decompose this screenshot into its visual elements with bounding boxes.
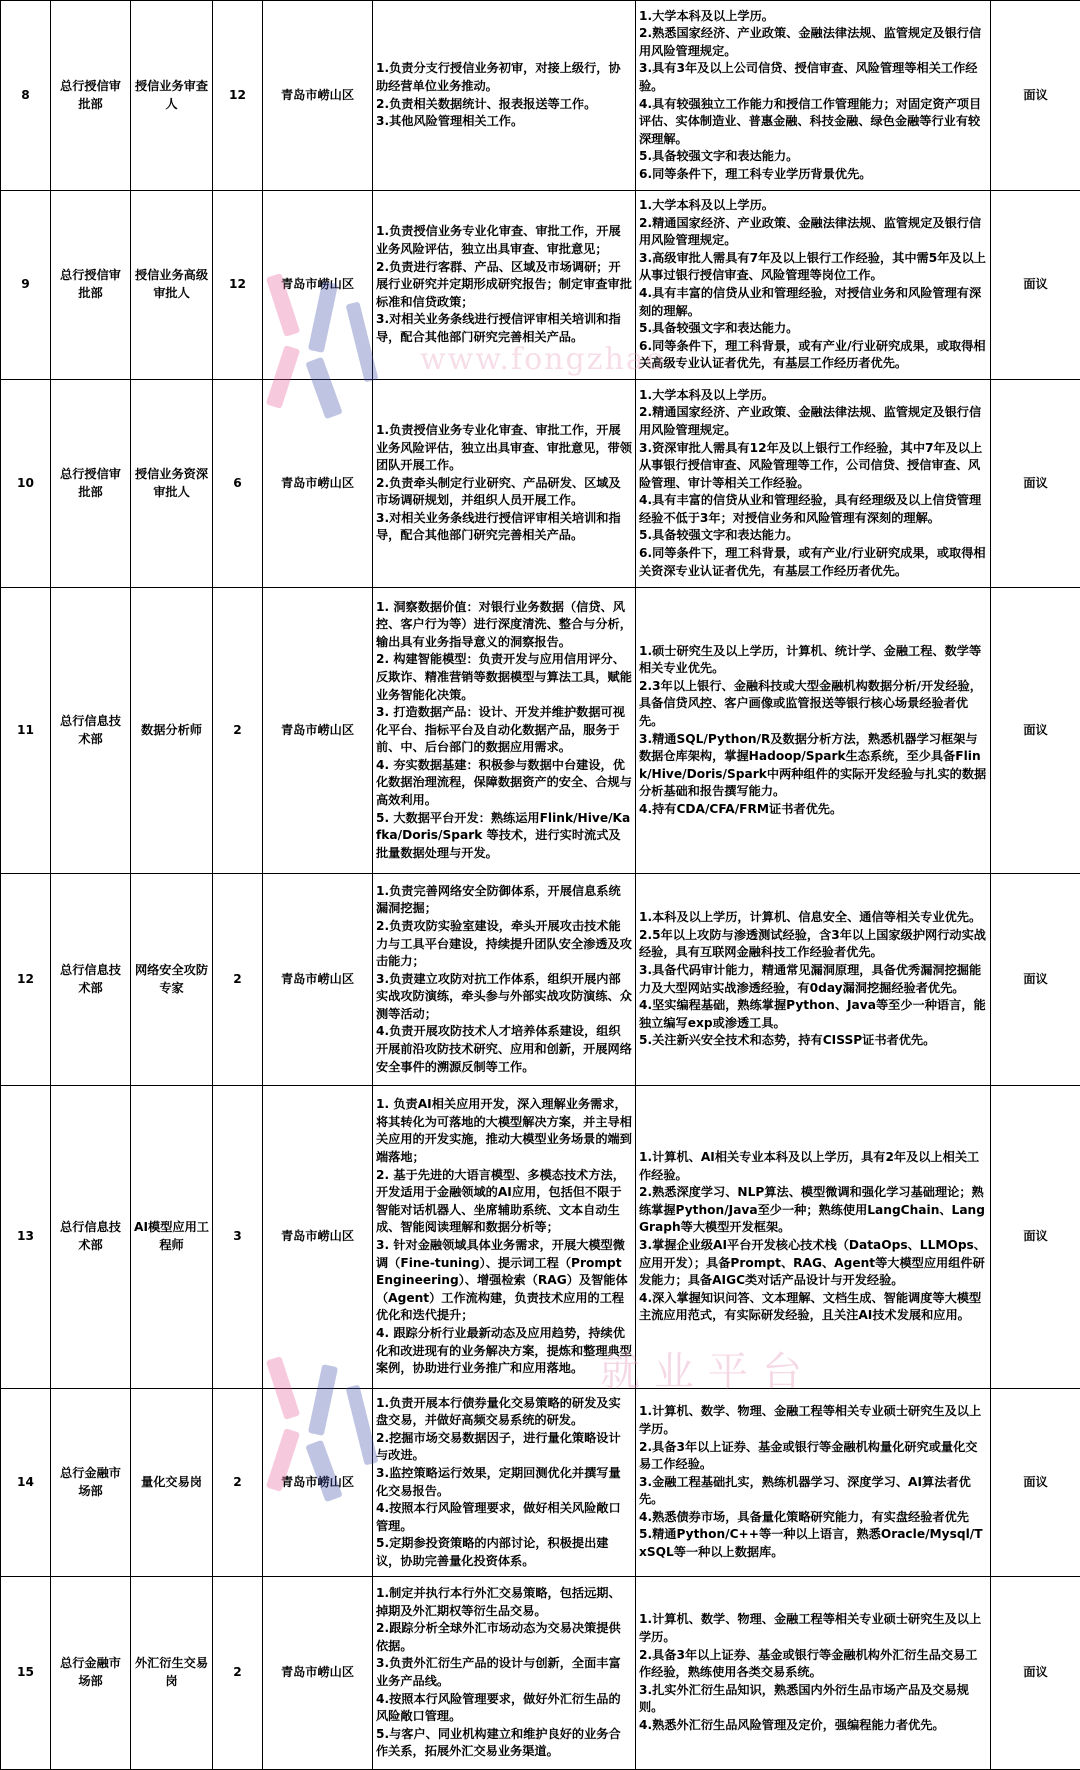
hiring-count: 2	[213, 1389, 263, 1577]
department: 总行金融市场部	[51, 1577, 131, 1770]
job-requirements-line: 3.扎实外汇衍生品知识，熟悉国内外衍生品市场产品及交易规则。	[639, 1682, 987, 1717]
job-duties-line: 1.负责完善网络安全防御体系，开展信息系统漏洞挖掘；	[376, 883, 632, 918]
job-duties	[373, 1086, 636, 1389]
job-duties-line: 1.负责授信业务专业化审查、审批工作，开展业务风险评估，独立出具审查、审批意见；	[376, 223, 632, 258]
job-duties	[373, 1577, 636, 1770]
job-duties-line: 5. 大数据平台开发：熟练运用Flink/Hive/Kafka/Doris/Spark 等技术，进行实时流式及批量数据处理与开发。	[376, 810, 632, 863]
job-duties-line: 5.定期参投资策略的内部讨论，积极提出建议，协助完善量化投资体系。	[376, 1535, 632, 1570]
job-requirements-line: 4.坚实编程基础，熟练掌握Python、Java等至少一种语言，能独立编写exp或渗透工具。	[639, 997, 987, 1032]
job-row	[1, 191, 1080, 380]
job-duties-line: 3.对相关业务条线进行授信评审相关培训和指导，配合其他部门研究完善相关产品。	[376, 311, 632, 346]
salary-method: 面议	[991, 1577, 1080, 1770]
job-duties	[373, 1389, 636, 1577]
job-requirements-line: 3.高级审批人需具有7年及以上银行工作经验，其中需5年及以上从事过银行授信审查、风险管理等岗位工作。	[639, 250, 987, 285]
job-duties-line: 5.与客户、同业机构建立和维护良好的业务合作关系，拓展外汇交易业务渠道。	[376, 1726, 632, 1761]
job-requirements-line: 1.硕士研究生及以上学历，计算机、统计学、金融工程、数学等相关专业优先。	[639, 643, 987, 678]
job-number: 14	[1, 1389, 51, 1577]
job-duties-line: 1. 负责AI相关应用开发，深入理解业务需求，将其转化为可落地的大模型解决方案，并主导相关应用的开发实施，推动大模型业务场景的端到端落地；	[376, 1096, 632, 1166]
salary-method: 面议	[991, 588, 1080, 874]
job-requirements	[636, 1389, 991, 1577]
job-duties-line: 2.负责相关数据统计、报表报送等工作。	[376, 96, 632, 114]
hiring-count: 2	[213, 874, 263, 1086]
hiring-count: 2	[213, 588, 263, 874]
work-location: 青岛市崂山区	[263, 1, 373, 191]
hiring-count: 6	[213, 380, 263, 588]
department: 总行授信审批部	[51, 191, 131, 380]
job-requirements-line: 3.掌握企业级AI平台开发核心技术栈（DataOps、LLMOps、应用开发）；具备Prompt、RAG、Agent等大模型应用组件研发能力；具备AIGC类对话产品设计与开发经验。	[639, 1237, 987, 1290]
job-requirements-line: 2.精通国家经济、产业政策、金融法律法规、监管规定及银行信用风险管理规定。	[639, 215, 987, 250]
job-requirements-line: 3.金融工程基础扎实，熟练机器学习、深度学习、AI算法者优先。	[639, 1474, 987, 1509]
job-requirements-line: 1.大学本科及以上学历。	[639, 197, 987, 215]
salary-method: 面议	[991, 1086, 1080, 1389]
job-duties-line: 1.负责授信业务专业化审查、审批工作，开展业务风险评估，独立出具审查、审批意见，带领团队开展工作。	[376, 422, 632, 475]
job-row	[1, 1, 1080, 191]
job-requirements-line: 5.具备较强文字和表达能力。	[639, 527, 987, 545]
job-requirements-line: 1.大学本科及以上学历。	[639, 387, 987, 405]
job-duties-line: 2.负责进行客群、产品、区域及市场调研；开展行业研究并定期形成研究报告；制定审查审批标准和信贷政策；	[376, 259, 632, 312]
position-title: 授信业务审查人	[131, 1, 213, 191]
job-requirements-line: 3.精通SQL/Python/R及数据分析方法，熟悉机器学习框架与数据仓库架构，掌握Hadoop/Spark生态系统，至少具备Flink/Hive/Doris/Spark中两种组件的实际开发经验与扎实的数据分析基础和报告撰写能力。	[639, 731, 987, 801]
job-row	[1, 1389, 1080, 1577]
salary-method: 面议	[991, 874, 1080, 1086]
position-title: 网络安全攻防专家	[131, 874, 213, 1086]
job-requirements	[636, 1086, 991, 1389]
job-duties-line: 4.负责开展攻防技术人才培养体系建设，组织开展前沿攻防技术研究、应用和创新，开展网络安全事件的溯源反制等工作。	[376, 1023, 632, 1076]
job-requirements-line: 2.5年以上攻防与渗透测试经验，含3年以上国家级护网行动实战经验，具有互联网金融科技工作经验者优先。	[639, 927, 987, 962]
job-requirements	[636, 191, 991, 380]
job-rows	[1, 1, 1080, 1770]
job-requirements-line: 6.同等条件下，理工科背景，或有产业/行业研究成果，或取得相关高级专业认证者优先，有基层工作经历者优先。	[639, 338, 987, 373]
job-requirements-line: 5.具备较强文字和表达能力。	[639, 148, 987, 166]
job-requirements-line: 4.具有丰富的信贷从业和管理经验，对授信业务和风险管理有深刻的理解。	[639, 285, 987, 320]
work-location: 青岛市崂山区	[263, 588, 373, 874]
job-requirements	[636, 1577, 991, 1770]
job-duties-line: 2.跟踪分析全球外汇市场动态为交易决策提供依据。	[376, 1620, 632, 1655]
department: 总行金融市场部	[51, 1389, 131, 1577]
department: 总行信息技术部	[51, 1086, 131, 1389]
job-requirements-line: 4.深入掌握知识问答、文本理解、文档生成、智能调度等大模型主流应用范式，有实际研发经验，且关注AI技术发展和应用。	[639, 1290, 987, 1325]
salary-method: 面议	[991, 1389, 1080, 1577]
position-title: 外汇衍生交易岗	[131, 1577, 213, 1770]
job-duties-line: 2.挖掘市场交易数据因子，进行量化策略设计与改进。	[376, 1430, 632, 1465]
job-requirements-line: 4.持有CDA/CFA/FRM证书者优先。	[639, 801, 987, 819]
department: 总行授信审批部	[51, 380, 131, 588]
job-requirements	[636, 874, 991, 1086]
job-requirements-line: 3.具备代码审计能力，精通常见漏洞原理，具备优秀漏洞挖掘能力及大型网站实战渗透经验，有0day漏洞挖掘经验者优先。	[639, 962, 987, 997]
position-title: 数据分析师	[131, 588, 213, 874]
job-duties-line: 2. 基于先进的大语言模型、多模态技术方法，开发适用于金融领域的AI应用，包括但不限于智能对话机器人、坐席辅助系统、文本自动生成、智能阅读理解和数据分析等；	[376, 1167, 632, 1237]
job-requirements-line: 6.同等条件下，理工科背景，或有产业/行业研究成果，或取得相关资深专业认证者优先，有基层工作经历者优先。	[639, 545, 987, 580]
job-requirements	[636, 380, 991, 588]
department: 总行信息技术部	[51, 874, 131, 1086]
job-requirements-line: 4.具有较强独立工作能力和授信工作管理能力；对固定资产项目评估、实体制造业、普惠金融、科技金融、绿色金融等行业有较深理解。	[639, 96, 987, 149]
job-duties-line: 3.负责外汇衍生产品的设计与创新，全面丰富业务产品线。	[376, 1655, 632, 1690]
job-row	[1, 588, 1080, 874]
job-requirements-line: 1.大学本科及以上学历。	[639, 8, 987, 26]
job-number: 9	[1, 191, 51, 380]
job-duties-line: 3. 打造数据产品：设计、开发并维护数据可视化平台、指标平台及自动化数据产品，服务于前、中、后台部门的数据应用需求。	[376, 704, 632, 757]
position-title: AI模型应用工程师	[131, 1086, 213, 1389]
job-requirements-line: 5.精通Python/C++等一种以上语言，熟悉Oracle/Mysql/TxSQL等一种以上数据库。	[639, 1526, 987, 1561]
job-requirements-line: 2.具备3年以上证券、基金或银行等金融机构量化研究或量化交易工作经验。	[639, 1439, 987, 1474]
job-requirements-line: 5.关注新兴安全技术和态势，持有CISSP证书者优先。	[639, 1032, 987, 1050]
job-number: 13	[1, 1086, 51, 1389]
job-duties-line: 2. 构建智能模型：负责开发与应用信用评分、反欺诈、精准营销等数据模型与算法工具，赋能业务智能化决策。	[376, 651, 632, 704]
job-requirements-line: 2.熟悉国家经济、产业政策、金融法律法规、监管规定及银行信用风险管理规定。	[639, 25, 987, 60]
job-requirements	[636, 1, 991, 191]
department: 总行授信审批部	[51, 1, 131, 191]
job-number: 10	[1, 380, 51, 588]
job-requirements-line: 2.3年以上银行、金融科技或大型金融机构数据分析/开发经验，具备信贷风控、客户画像或监管报送等银行核心场景经验者优先。	[639, 678, 987, 731]
job-duties-line: 4. 跟踪分析行业最新动态及应用趋势，持续优化和改进现有的业务解决方案，提炼和整理典型案例，协助进行业务推广和应用落地。	[376, 1325, 632, 1378]
salary-method: 面议	[991, 191, 1080, 380]
job-duties-line: 1.制定并执行本行外汇交易策略，包括远期、掉期及外汇期权等衍生品交易。	[376, 1585, 632, 1620]
job-requirements-line: 4.熟悉债券市场，具备量化策略研究能力，有实盘经验者优先	[639, 1509, 987, 1527]
job-duties-line: 2.负责牵头制定行业研究、产品研发、区域及市场调研规划，并组织人员开展工作。	[376, 475, 632, 510]
job-number: 8	[1, 1, 51, 191]
work-location: 青岛市崂山区	[263, 1389, 373, 1577]
job-requirements-line: 2.熟悉深度学习、NLP算法、模型微调和强化学习基础理论；熟练掌握Python/Java至少一种；熟练使用LangChain、LangGraph等大模型开发框架。	[639, 1184, 987, 1237]
job-requirements-line: 3.具有3年及以上公司信贷、授信审查、风险管理等相关工作经验。	[639, 60, 987, 95]
job-requirements-line: 6.同等条件下，理工科专业学历背景优先。	[639, 166, 987, 184]
watermark-site-name: 就业平台	[600, 1340, 816, 1397]
job-duties-line: 4.按照本行风险管理要求，做好外汇衍生品的风险敞口管理。	[376, 1691, 632, 1726]
job-requirements-line: 2.具备3年以上证券、基金或银行等金融机构外汇衍生品交易工作经验，熟练使用各类交易系统。	[639, 1647, 987, 1682]
job-duties-line: 3.其他风险管理相关工作。	[376, 113, 632, 131]
hiring-count: 3	[213, 1086, 263, 1389]
job-row	[1, 1577, 1080, 1770]
job-row	[1, 380, 1080, 588]
job-duties	[373, 874, 636, 1086]
job-row	[1, 874, 1080, 1086]
job-duties-line: 1.负责分支行授信业务初审，对接上级行，协助经营单位业务推动。	[376, 60, 632, 95]
job-row	[1, 1086, 1080, 1389]
job-duties-line: 3.负责建立攻防对抗工作体系，组织开展内部实战攻防演练，牵头参与外部实战攻防演练、众测等活动；	[376, 971, 632, 1024]
job-requirements-line: 3.资深审批人需具有12年及以上银行工作经验，其中7年及以上从事银行授信审查、风险管理等工作，公司信贷、授信审查、风险管理、审计等相关工作经验。	[639, 440, 987, 493]
hiring-count: 12	[213, 191, 263, 380]
job-requirements-line: 1.本科及以上学历，计算机、信息安全、通信等相关专业优先。	[639, 909, 987, 927]
position-title: 授信业务资深审批人	[131, 380, 213, 588]
job-requirements-line: 2.精通国家经济、产业政策、金融法律法规、监管规定及银行信用风险管理规定。	[639, 404, 987, 439]
job-duties	[373, 191, 636, 380]
job-duties-line: 4.按照本行风险管理要求，做好相关风险敞口管理。	[376, 1500, 632, 1535]
job-requirements-line: 5.具备较强文字和表达能力。	[639, 320, 987, 338]
job-requirements-line: 4.具有丰富的信贷从业和管理经验，具有经理级及以上信贷管理经验不低于3年；对授信业务和风险管理有深刻的理解。	[639, 492, 987, 527]
hiring-count: 12	[213, 1, 263, 191]
job-number: 12	[1, 874, 51, 1086]
job-duties	[373, 1, 636, 191]
job-requirements-line: 4.熟悉外汇衍生品风险管理及定价，强编程能力者优先。	[639, 1717, 987, 1735]
job-number: 15	[1, 1577, 51, 1770]
job-duties-line: 1. 洞察数据价值：对银行业务数据（信贷、风控、客户行为等）进行深度清洗、整合与分析，输出具有业务指导意义的洞察报告。	[376, 599, 632, 652]
position-title: 量化交易岗	[131, 1389, 213, 1577]
hiring-count: 2	[213, 1577, 263, 1770]
job-number: 11	[1, 588, 51, 874]
job-duties-line: 3. 针对金融领域具体业务需求，开展大模型微调（Fine-tuning）、提示词工程（Prompt Engineering）、增强检索（RAG）及智能体（Agent）工作流构建，负责技术应用的工程优化和迭代提升；	[376, 1237, 632, 1325]
job-duties-line: 1.负责开展本行债券量化交易策略的研发及实盘交易，并做好高频交易系统的研发。	[376, 1395, 632, 1430]
watermark-url: www.fongzhao	[420, 342, 666, 377]
position-title: 授信业务高级审批人	[131, 191, 213, 380]
job-requirements	[636, 588, 991, 874]
work-location: 青岛市崂山区	[263, 1086, 373, 1389]
work-location: 青岛市崂山区	[263, 874, 373, 1086]
work-location: 青岛市崂山区	[263, 1577, 373, 1770]
salary-method: 面议	[991, 1, 1080, 191]
job-duties-line: 2.负责攻防实验室建设，牵头开展攻击技术能力与工具平台建设，持续提升团队安全渗透及攻击能力；	[376, 918, 632, 971]
job-requirements-line: 1.计算机、AI相关专业本科及以上学历，具有2年及以上相关工作经验。	[639, 1149, 987, 1184]
work-location: 青岛市崂山区	[263, 191, 373, 380]
job-duties-line: 4. 夯实数据基建：积极参与数据中台建设，优化数据治理流程，保障数据资产的安全、合规与高效利用。	[376, 757, 632, 810]
job-duties	[373, 380, 636, 588]
job-duties-line: 3.对相关业务条线进行授信评审相关培训和指导，配合其他部门研究完善相关产品。	[376, 510, 632, 545]
job-requirements-line: 1.计算机、数学、物理、金融工程等相关专业硕士研究生及以上学历。	[639, 1403, 987, 1438]
job-duties	[373, 588, 636, 874]
job-requirements-line: 1.计算机、数学、物理、金融工程等相关专业硕士研究生及以上学历。	[639, 1611, 987, 1646]
work-location: 青岛市崂山区	[263, 380, 373, 588]
salary-method: 面议	[991, 380, 1080, 588]
department: 总行信息技术部	[51, 588, 131, 874]
job-duties-line: 3.监控策略运行效果，定期回测优化并撰写量化交易报告。	[376, 1465, 632, 1500]
